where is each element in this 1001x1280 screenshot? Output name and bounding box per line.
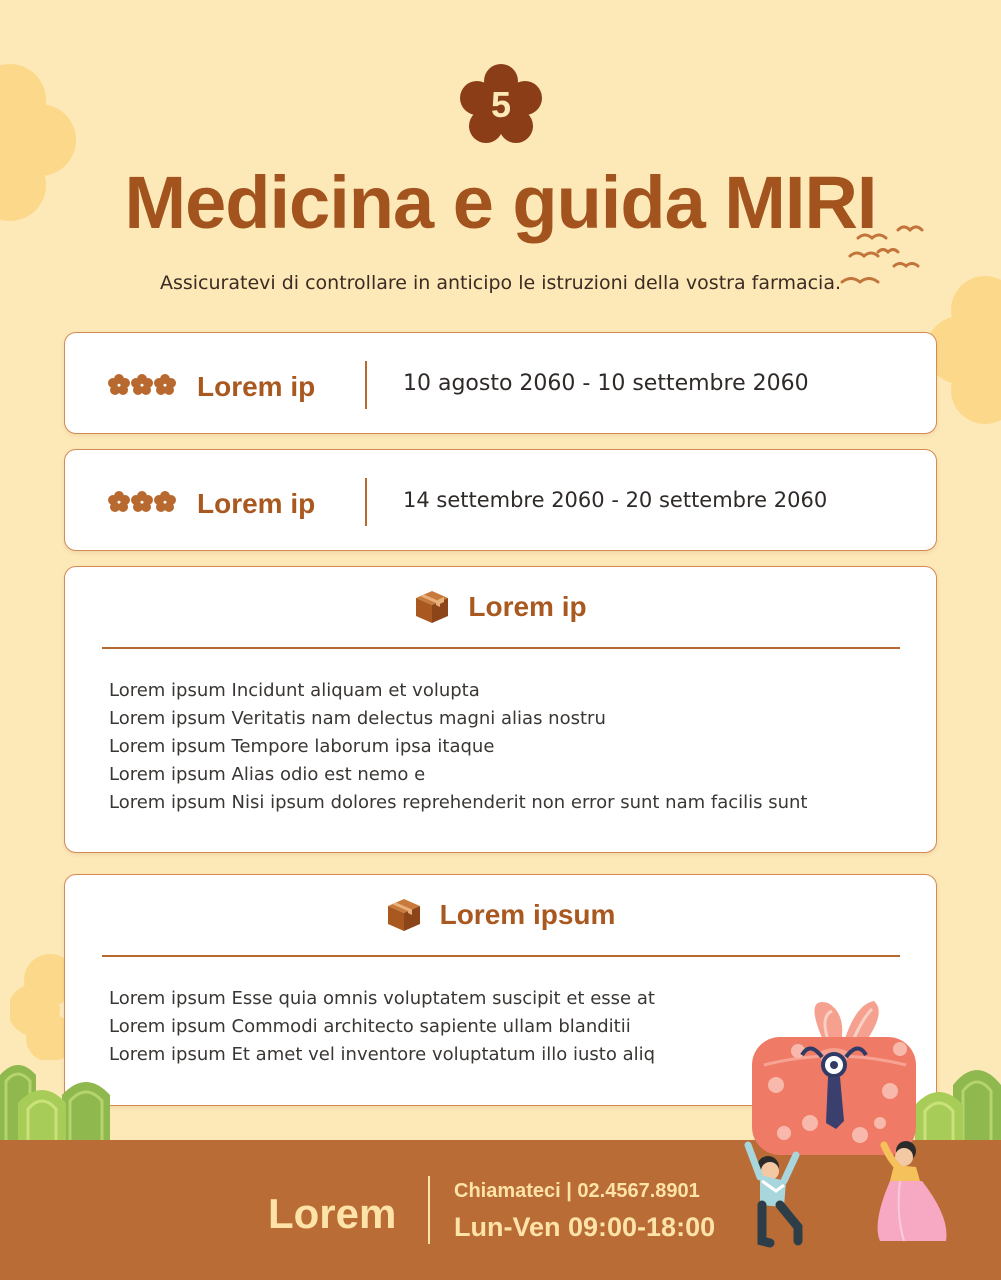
date-row-label: Lorem ip: [197, 488, 316, 519]
info-box-header: [65, 897, 936, 933]
divider: [365, 478, 367, 526]
divider: [102, 647, 900, 649]
date-row-label: Lorem ip: [197, 371, 316, 402]
info-box-title: Lorem ip: [468, 591, 587, 622]
footer-name: Lorem: [268, 1190, 397, 1237]
info-list: [109, 677, 807, 817]
list-item: Lorem ipsum Veritatis nam delectus magni alias nostru: [109, 708, 606, 729]
date-row: [64, 449, 937, 551]
badge-number: 5: [490, 84, 512, 125]
date-row-value: 14 settembre 2060 - 20 settembre 2060: [403, 488, 828, 512]
cloud-icon: [930, 270, 1001, 430]
footer-hours: Lun-Ven 09:00-18:00: [454, 1212, 716, 1242]
number-badge: [460, 64, 542, 146]
date-row-value: 10 agosto 2060 - 10 settembre 2060: [403, 371, 809, 396]
info-list: [109, 985, 655, 1069]
list-item: Lorem ipsum Commodi architecto sapiente ullam blanditii: [109, 1016, 631, 1037]
divider: [428, 1176, 430, 1244]
page-subtitle: Assicuratevi di controllare in anticipo le istruzioni della vostra farmacia.: [159, 272, 842, 294]
list-item: Lorem ipsum Alias odio est nemo e: [109, 764, 426, 785]
divider: [102, 955, 900, 957]
hill-icon: [0, 1055, 115, 1145]
divider: [365, 361, 367, 409]
box-icon: [386, 897, 422, 933]
page-title: Medicina e guida MIRI: [124, 161, 877, 244]
date-row: [64, 332, 937, 434]
list-item: Lorem ipsum Incidunt aliquam et volupta: [109, 680, 480, 701]
info-box: [64, 566, 937, 853]
list-item: Lorem ipsum Et amet vel inventore voluptatum illo iusto aliq: [109, 1044, 656, 1065]
cloud-icon: [10, 950, 70, 1060]
triple-flower-icon: [107, 490, 177, 514]
triple-flower-icon: [107, 373, 177, 397]
gift-illustration: [740, 995, 970, 1250]
birds-icon: [838, 216, 938, 296]
footer-phone: Chiamateci | 02.4567.8901: [454, 1180, 700, 1202]
info-box-title: Lorem ipsum: [439, 899, 616, 930]
info-box-header: [65, 589, 936, 625]
list-item: Lorem ipsum Nisi ipsum dolores reprehenderit non error sunt nam facilis sunt: [109, 792, 808, 813]
list-item: Lorem ipsum Esse quia omnis voluptatem suscipit et esse at: [109, 988, 655, 1009]
list-item: Lorem ipsum Tempore laborum ipsa itaque: [109, 736, 495, 757]
box-icon: [414, 589, 450, 625]
